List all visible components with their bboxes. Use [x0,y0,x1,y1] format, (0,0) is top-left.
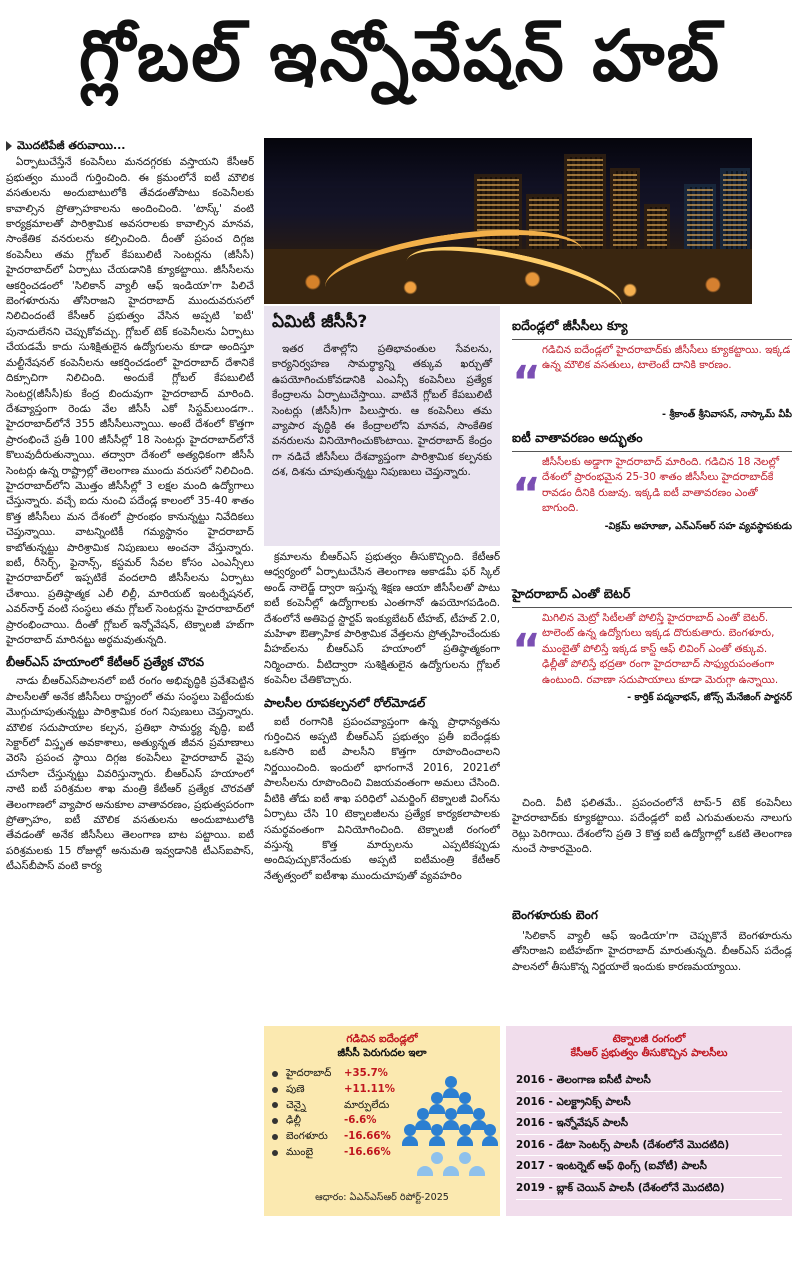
city-name: చెన్నై [286,1099,306,1111]
city-name: ముంబై [286,1146,314,1158]
city-name: బెంగళూరు [286,1131,328,1143]
growth-row [272,1129,412,1145]
quote-signature: -విక్రమ్ అహూజా, ఎన్‌ఎస్‌ఆర్ సహ వ్యవస్థాపకుడు [604,521,792,532]
city-name: హైదరాబాద్ [286,1068,332,1079]
bullet-icon [272,1102,278,1108]
col2-paragraph: క్రమాలను బీఆర్ఎస్ ప్రభుత్వం తీసుకొచ్చింది. కేటీఆర్ ఆధ్వర్యంలో ఏర్పాటుచేసిన తెలంగాణ అకాడమీ ఫర్ స్కిల్ అండ్ నాలెడ్జ్ ద్వారా ఇస్తున్న శిక్షణ ఆయా జీసీసీలతో పాటు ఐటీ కంపెనీల్లో ఉద్యోగాలకు ఎంతగానో ఉపయోగపడింది. దేశంలోనే అతిపెద్ద స్టార్టప్ ఇంక్యుబేటర్ టీహబ్, టీహబ్ 2.0, మహిళా ఔత్సాహిక పారిశ్రామిక వేత్తలను ప్రోత్సహించేందుకు వీహబ్‌లను బీఆర్ఎస్ హయాంలో ప్రతిష్ఠాత్మకంగా నిర్మించారు. వీటిద్వారా సుశిక్షితులైన ఉద్యోగులను గ్లోబల్ కంపెనీల చేతికొచ్చారు. [264,551,500,687]
bullet-icon [272,1087,278,1093]
city-name: పుణె [286,1083,305,1095]
policies-box-title-2: కేసీఆర్ ప్రభుత్వం తీసుకొచ్చిన పాలసీలు [570,1047,728,1059]
bengaluru-text: 'సిలికాన్ వ్యాలీ ఆఫ్ ఇండియా'గా చెప్పుకొనే బెంగళూరును తోసిరాజని ఐటీహబ్‌గా హైదరాబాద్ మారుతున్నది. బీఆర్ఎస్ పదేండ్ల పాలనలో తీసుకొన్న నిర్ణయాలే ఇందుకు కారణమయ్యాయి. [512,930,792,973]
quote [512,611,792,688]
quote-title: ఐదేండ్లలో జీసీసీలు క్యూ [512,318,792,340]
quote [512,455,792,520]
people-group-icon [404,1076,498,1182]
quote-mark-icon: “ [512,469,541,520]
growth-list [272,1066,412,1161]
policy-item: 2019 - బ్లాక్ చెయిన్ పాలసీ (దేశంలోనే మొదటిది) [516,1178,782,1200]
growth-value: +35.7% [344,1068,388,1079]
quote-block-3 [512,586,792,705]
continued-kicker [6,138,254,153]
quote-title: ఐటీ వాతావరణం అద్భుతం [512,430,792,452]
bullet-icon [272,1134,278,1140]
growth-value: -6.6% [344,1115,377,1127]
quote-mark-icon: “ [512,357,541,408]
col1-paragraph: నాడు బీఆర్ఎస్‌పాలనలో ఐటీ రంగం అభివృద్ధికి ప్రవేశపెట్టిన పాలసీలతో అనేక జీసీసీలు రాష్ట్రంలో తమ సంస్థలు పెట్టేందుకు మొగ్గుచూపుతున్నట్టు పారిశ్రామిక రంగ నిపుణులు చెప్తున్నారు. మౌలిక సదుపాయాల కల్పన, ప్రతిభా సామర్థ్య వృద్ధి, ఐటీ సెక్టార్‌లో విస్తృత అవకాశాలు, అత్యున్నత జీవన ప్రమాణాలు వెరసి ప్రపంచ స్థాయి దిగ్గజ కంపెనీలు హైదరాబాద్ వైపు చూసేలా చేస్తున్నట్టు వివరిస్తున్నారు. బీఆర్ఎస్ హయాంలో నాటి ఐటీ పరిశ్రమల శాఖ మంత్రి కేటీఆర్ ప్రత్యేక చొరవతో తెలంగాణలో వ్యాపార అనుకూల వాతావరణం, ప్రభుత్వపరంగా ప్రోత్సాహం, ఐటీ మౌలిక వసతులను అందుబాటులోకి తేవడంతో అనేక జీసీసీలు తెలంగాణ బాట పట్టాయి. ఐటీ పరిశ్రమలకు 15 రోజుల్లో అనుమతి ఇవ్వడానికి టీఎస్‌ఐపాస్, టీఎస్‌బీపాస్ వంటి కార్య [6,675,254,873]
bullet-icon [272,1118,278,1124]
policy-item: 2016 - డేటా సెంటర్స్ పాలసీ (దేశంలోనే మొదటిది) [516,1135,782,1157]
growth-box-title-2: జీసీసీ పెరుగుదల ఇలా [337,1047,427,1059]
city-night-photo [264,138,752,304]
quote-signature: - శ్రీకాంత్ శ్రీనివాసన్, నాస్కామ్ వీపీ [662,409,792,420]
quote-title: హైదరాబాద్ ఎంతో బెటర్ [512,586,792,608]
source-note: ఆధారం: ఏఎన్ఎస్ఆర్ రిపోర్ట్-2025 [315,1192,449,1203]
bengaluru-section [512,908,792,975]
policy-item: 2016 - తెలంగాణ ఐసీటీ పాలసీ [516,1070,782,1092]
column-1 [6,138,254,1223]
kicker-text: మొదటిపేజీ తరువాయి... [17,139,126,152]
policy-item: 2016 - ఇన్నోవేషన్ పాలసీ [516,1113,782,1135]
growth-row [272,1098,412,1114]
col2-subheading: పాలసీల రూపకల్పనలో రోల్‌మోడల్ [264,695,426,710]
quote-text: మిగిలిన మెట్రో సిటీలతో పోలిస్తే హైదరాబాద్ ఎంతో బెటర్. టాలెంట్ ఉన్న ఉద్యోగులు ఇక్కడ దొరుకుతారు. బెంగళూరు, ముంబైతో పోలిస్తే ఇక్కడ కాస్ట్ ఆఫ్ లివింగ్ ఎంతో తక్కువ. ఢిల్లీతో పోలిస్తే భద్రతా రంగా హైదరాబాద్ సాఫ్యురుపంతంగా ఉంటుంది. రవాణా సదుపాయాలు కూడా మెరుగ్గా ఉన్నాయి. [542,612,779,686]
growth-row [272,1082,412,1098]
arrow-icon [6,141,12,151]
bullet-icon [272,1150,278,1156]
gcc-box-text: ఇతర దేశాల్లోని ప్రతిభావంతుల సేవలను, కార్యనిర్వహణ సామర్థ్యాన్ని తక్కువ ఖర్చుతో ఉపయోగించుకోవడానికి ఎంఎన్సీ కంపెనీలు ప్రత్యేక కేంద్రాలను ఏర్పాటుచేస్తాయి. వాటినే గ్లోబల్ కేపబులిటీ సెంటర్లు (జీసీసీ)గా పిలుస్తారు. ఆ కంపెనీలు తమ వ్యాపార వృద్ధికి ఈ కేంద్రాలలోని మానవ, సాంకేతిక వనరులను వినియోగించుకొంటాయి. హైదరాబాద్ కేంద్రం గా నడిచే జీసీసీలు దేశవ్యాప్తంగా పారిశ్రామిక కల్పనకు దశ, దిశను చూపుతున్నట్టు నిపుణులు చెప్తున్నారు. [272,343,492,479]
quote-text: జీసీసీలకు అడ్డాగా హైదరాబాద్ మారింది. గడిచిన 18 నెలల్లో దేశంలో ప్రారంభమైన 25-30 శాతం జీసీసీలు హైదరాబాద్‌కే రావడం దీనికి రుజువు. ఇక్కడి ఐటీ వాతావరణం ఎంతో బాగుంది. [542,456,780,515]
col3-paragraph: చింది. వీటి ఫలితమే.. ప్రపంచంలోనే టాప్-5 టెక్ కంపెనీలు హైదరాబాద్‌కు క్యూకట్టాయి. పదేండ్లలో ఐటీ ఎగుమతులను నాలుగు రెట్లు పెరిగాయి. దేశంలోని ప్రతి 3 కొత్త ఐటీ ఉద్యోగాల్లో ఒకటి తెలంగాణ నుంచే సాకారమైంది. [512,797,792,856]
quote-signature: - కార్తిక్ పద్మనాభన్, జోన్స్ మేనేజింగ్ పార్టనర్ [627,692,792,704]
growth-value: మార్పులేదు [344,1099,390,1111]
what-is-gcc-box [264,306,500,546]
col1-subheading: బీఆర్ఎస్ హయాంలో కేటీఆర్ ప్రత్యేక చొరవ [6,655,205,670]
growth-box-title-1: గడిచిన ఐదేండ్లలో [346,1033,418,1045]
policies-box [506,1026,792,1216]
quote-block-2 [512,430,792,534]
gcc-box-title: ఏమిటీ జీసీసీ? [272,312,368,332]
quote-mark-icon: “ [512,625,541,676]
city-name: ఢిల్లీ [286,1115,302,1127]
growth-row [272,1113,412,1129]
quote [512,343,792,408]
growth-value: -16.66% [344,1146,391,1158]
quote-block-1 [512,318,792,422]
growth-value: -16.66% [344,1131,391,1143]
bullet-icon [272,1071,278,1077]
growth-row [272,1066,412,1082]
policy-list [516,1070,782,1200]
policy-item: 2017 - ఇంటర్నెట్ ఆఫ్ థింగ్స్ (ఐవోటీ) పాలసీ [516,1156,782,1178]
policy-item: 2016 - ఎలక్ట్రానిక్స్ పాలసీ [516,1092,782,1114]
quote-text: గడిచిన ఐదేండ్లలో హైదరాబాద్‌కు జీసీసీలు క్యూకట్టాయి. ఇక్కడ ఉన్న మౌలిక వసతులు, టాలెంటే దానికి కారణం. [542,344,791,372]
column-2 [264,550,500,1020]
bengaluru-heading: బెంగళూరుకు బెంగ [512,908,598,922]
col2-paragraph: ఐటీ రంగానికి ప్రపంచవ్యాప్తంగా ఉన్న ప్రాధాన్యతను గుర్తించిన అప్పటి బీఆర్ఎస్ ప్రభుత్వం ప్రతీ ఐదేండ్లకు ఒకసారి ఐటీ పాలసీని కొత్తగా రూపొందించాలని నిర్ణయించింది. ఇందులో భాగంగానే 2016, 2021లో పాలసీలను రూపొందించి విజయవంతంగా అమలు చేసింది. వీటికి తోడు ఐటీ శాఖ పరిధిలో ఎమర్జింగ్ టెక్నాలజీ వింగ్‌ను ఏర్పాటు చేసి 10 టెక్నాలజీలను ప్రత్యేక కార్యకలాపాలకు సమర్థవంతంగా వినియోగించింది. టెక్నాలజీ రంగంలో వస్తున్న కొత్త మార్పులను ఎప్పటికప్పుడు అందిపుచ్చుకొనేందుకు అప్పటి ఐటీమంత్రి కేటీఆర్ నేతృత్వంలో ఐటీశాఖ ముందుచూపుతో వ్యవహరిం [264,715,500,882]
col1-paragraph: ఏర్పాటుచేస్తేనే కంపెనీలు మనదగ్గరకు వస్తాయని కేసీఆర్ ప్రభుత్వం ముందే గుర్తించింది. ఈ క్రమంలోనే ఐటీ మౌలిక వసతులను అందుబాటులోకి తేవడంతోపాటు కంపెనీలకు కావాల్సిన ప్రోత్సాహకాలను అందించింది. 'టాస్క్' వంటి కార్యక్రమాలతో పారిశ్రామిక అవసరాలకు కావాల్సిన మానవ, సాంకేతిక వనరులను కల్పించింది. దీంతో ప్రపంచ దిగ్గజ కంపెనీలు తమ గ్లోబల్ కేపబులిటీ సెంటర్లను (జీసీసీ) హైదరాబాద్‌లో ఏర్పాటు చేయడానికి క్యూకట్టాయి. జీసీసీలను ఆకర్షించడంలో 'సిలికాన్ వ్యాలీ ఆఫ్ ఇండియా'గా పిలిచే బెంగళూరును తోసిరాజని హైదరాబాద్ ముందువరుసలో నిలిచిందంటే కేసీఆర్ ప్రభుత్వం వేసిన అప్పటి 'ఐటీ' పునాదులేనని చెప్పుకోవచ్చు. గ్లోబల్ టెక్ కంపెనీలను ఏర్పాటు చేయడమే కాదు సుశిక్షితులైన ఉద్యోగులను కూడా అందిస్తూ మల్టీనేషనల్ కంపెనీలను ఆకర్షించడంలో హైదరాబాద్ దేశానికే దిక్సూచిగా నిలిచింది. అందుకే గ్లోబల్ కేపబులిటీ సెంటర్ల(జీసీసీ)కు కేంద్ర బిందువుగా హైదరాబాద్ మారింది. దేశవ్యాప్తంగా రెండు వేల జీసీసీ ఎకో సిస్టమ్‌లుండగా.. హైదరాబాద్‌లోనే 355 జీసీసీలున్నాయి. అంటే దేశంలో కొత్తగా ప్రారంభించే ప్రతీ 100 జీసీసీల్లో 18 సెంటర్లు హైదరాబాద్‌లోనే కొలువుదీరుతున్నాయి. తద్వారా దేశంలో అత్యధికంగా జీసీసీ సెంటర్లు ఉన్న రాష్ట్రాల్లో తెలంగాణ ముందు వరుసలో నిలిచింది. హైదరాబాద్‌లోని మొత్తం జీసీసీల్లో 3 లక్షల మంది ఉద్యోగాలు చేస్తున్నారు. వచ్చే ఐదు నుంచి పదేండ్ల కాలంలో 35-40 శాతం కొత్త జీసీసీలు మన దేశంలో ప్రారంభం కానున్నట్టు నివేదికలు చెప్తున్నాయి. వాటన్నింటికీ గమ్యస్థానం హైదరాబాద్ కాబోతున్నట్టు పారిశ్రామిక నిపుణులు అంచనా వేస్తున్నారు. ఐటీ, రీసెర్చ్, ఫైనాన్స్, కస్టమర్ సేవల కోసం ఎంఎన్సీలు హైదరాబాద్‌లో ఇప్పటికే వందలాది జీసీసీలను ఏర్పాటు చేశాయి. ప్రతిష్ఠాత్మక ఎలీ లిల్లీ, మారియట్ ఇంటర్నేషనల్, ఎవర్‌నార్త్ వంటి సంస్థలు తమ గ్లోబల్ సెంటర్లను హైదరాబాద్‌లో ప్రారంభించాయి. దీంతో గ్లోబల్ ఇన్నోవేషన్, టెక్నాలజీ హబ్‌గా హైదరాబాద్ మారినట్టు అర్థమవుతున్నది. [6,156,254,646]
growth-value: +11.11% [344,1083,395,1095]
policies-box-title-1: టెక్నాలజీ రంగంలో [612,1033,686,1045]
growth-row [272,1145,412,1161]
headline: గ్లోబల్ ఇన్నోవేషన్ హబ్ [79,15,721,97]
